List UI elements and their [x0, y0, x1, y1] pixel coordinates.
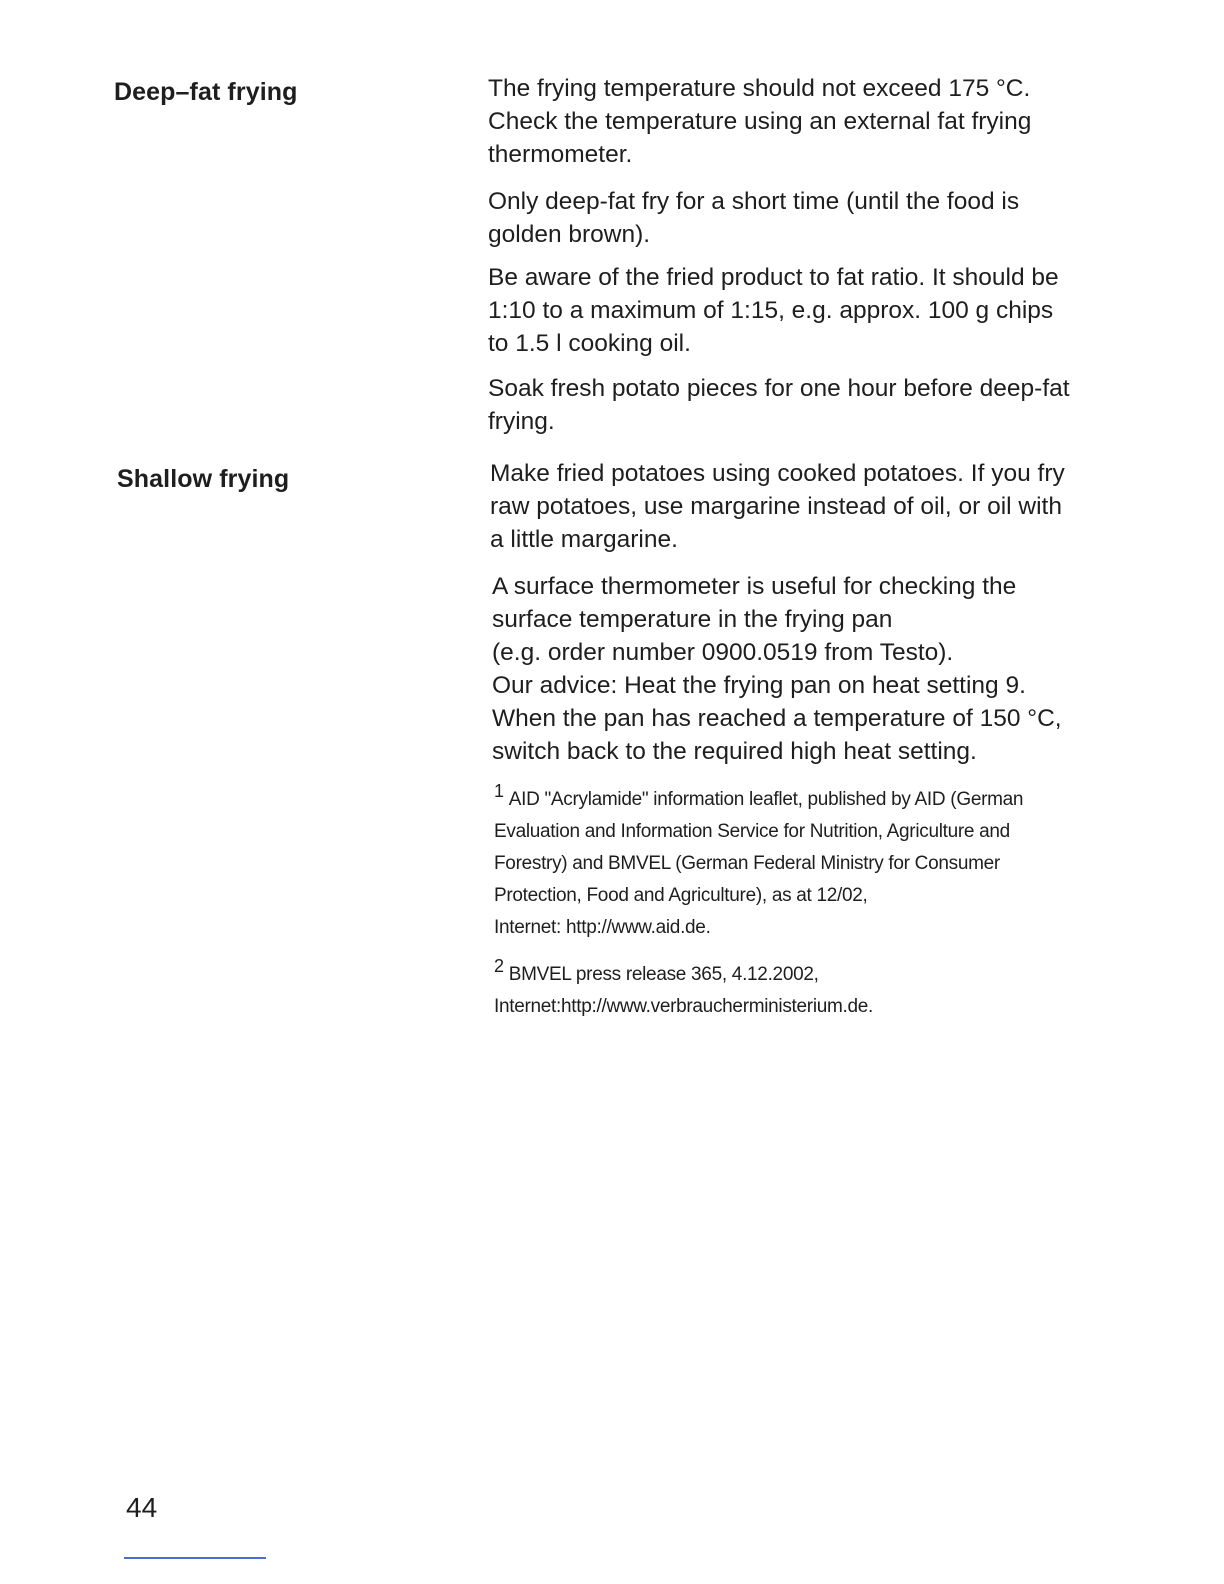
- deep-fat-paragraph-ratio: [488, 261, 1128, 360]
- shallow-frying-heading: Shallow frying: [117, 465, 290, 493]
- footnote-2: [494, 950, 1134, 1023]
- deep-fat-paragraph-duration: [488, 185, 1128, 251]
- text-line: a little margarine.: [490, 526, 678, 553]
- text-line: to 1.5 l cooking oil.: [488, 330, 691, 357]
- footnote-line: [494, 950, 1134, 991]
- footnote-text: BMVEL press release 365, 4.12.2002,: [508, 964, 819, 986]
- footnote-1: [494, 775, 1134, 944]
- footnote-line: Protection, Food and Agriculture), as at 12/02,: [494, 885, 868, 907]
- bottom-divider: [124, 1557, 266, 1559]
- text-line: Soak fresh potato pieces for one hour before deep-fat: [488, 375, 1070, 402]
- text-line: golden brown).: [488, 221, 651, 248]
- text-line: Only deep-fat fry for a short time (until the food is: [488, 188, 1020, 215]
- text-line: raw potatoes, use margarine instead of oil, or oil with: [490, 493, 1062, 520]
- footnote-text: AID "Acrylamide" information leaflet, published by AID (German: [508, 789, 1024, 811]
- text-line: thermometer.: [488, 141, 633, 168]
- deep-fat-paragraph-temperature: [488, 72, 1128, 171]
- footnote-line: Evaluation and Information Service for Nutrition, Agriculture and: [494, 821, 1010, 843]
- footnote-line: [494, 775, 1134, 816]
- footnote-line: Internet: http://www.aid.de.: [494, 917, 711, 939]
- text-line: surface temperature in the frying pan: [492, 606, 893, 633]
- deep-fat-frying-heading: Deep–fat frying: [114, 78, 298, 106]
- footnote-number: 2: [494, 956, 504, 976]
- text-line: When the pan has reached a temperature of 150 °C,: [492, 705, 1062, 732]
- text-line: 1:10 to a maximum of 1:15, e.g. approx. 100 g chips: [488, 297, 1054, 324]
- text-line: switch back to the required high heat setting.: [492, 738, 977, 765]
- text-line: Make fried potatoes using cooked potatoes. If you fry: [490, 460, 1065, 487]
- deep-fat-paragraph-soak: [488, 372, 1128, 438]
- text-line: Be aware of the fried product to fat ratio. It should be: [488, 264, 1059, 291]
- text-line: A surface thermometer is useful for checking the: [492, 573, 1017, 600]
- text-line: frying.: [488, 408, 555, 435]
- text-line: Check the temperature using an external fat frying: [488, 108, 1032, 135]
- text-line: (e.g. order number 0900.0519 from Testo).: [492, 639, 954, 666]
- shallow-paragraph-thermometer: [492, 570, 1132, 768]
- footnote-line: Forestry) and BMVEL (German Federal Ministry for Consumer: [494, 853, 1000, 875]
- shallow-paragraph-potatoes: [490, 457, 1130, 556]
- text-line: Our advice: Heat the frying pan on heat setting 9.: [492, 672, 1026, 699]
- page-number: 44: [126, 1492, 158, 1523]
- footnote-line: Internet:http://www.verbraucherministerium.de.: [494, 996, 874, 1018]
- footnote-number: 1: [494, 781, 504, 801]
- text-line: The frying temperature should not exceed 175 °C.: [488, 75, 1031, 102]
